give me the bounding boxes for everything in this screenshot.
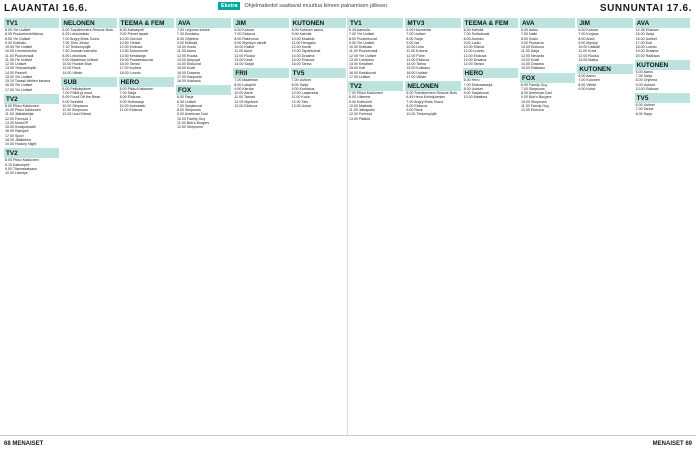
- channel-heading: JIM: [233, 18, 288, 28]
- program-entry: 12.00 Uutiset: [5, 62, 27, 66]
- page-number-left: 68 MENAISET: [4, 441, 44, 447]
- program-entry: 11.00 Elokuva: [119, 108, 143, 112]
- program-entry: 6.45 Hexa Kolmijuomien: [406, 95, 446, 100]
- program-entry: 12.00 Neuvola: [521, 53, 545, 58]
- program-entry: 7.00 Korjaus: [578, 32, 599, 37]
- program-entry: 7.00 Leijonan kuiske: [177, 28, 210, 32]
- program-entry: 16.55 Yle Uutiset: [5, 83, 33, 88]
- program-entry: 13.00 Elokuva: [406, 57, 430, 62]
- program-entry: 7.30 Jossain tulevalla: [62, 49, 97, 54]
- program-entry: 9.00 Laulu: [463, 40, 481, 45]
- program-entry: 10.00 Aarre: [234, 91, 253, 95]
- program-entry: 11.00 Kuva: [578, 49, 597, 54]
- program-entry: 6.00 Hero: [463, 78, 480, 83]
- program-entry: 8.00 Lukupiiri: [234, 82, 256, 87]
- program-entry: 8.00 Kokki: [521, 36, 538, 41]
- day-title-right: SUNNUNTAI 17.6.: [599, 3, 692, 14]
- program-entry: 6.25 Lelukirsikan: [62, 32, 90, 37]
- program-entry: 7.05 Tiimi Jönssi: [62, 40, 89, 45]
- program-entry: 12.00 Kuvat: [291, 45, 311, 49]
- program-entry: 9.00 Myrskyn vahdit: [234, 40, 267, 45]
- program-entry: 10.00 Elokuva: [635, 86, 659, 91]
- channel-heading: HERO: [463, 68, 518, 78]
- program-entry: 6.00 Huomenta: [406, 28, 431, 32]
- listing-column: [348, 16, 403, 436]
- program-entry: 12.00 Ruoka: [578, 53, 599, 58]
- channel-heading: KUTONEN: [635, 60, 690, 70]
- channel-heading: KUTONEN: [291, 18, 346, 28]
- program-entry: 8.00 Pikku Kakkonen: [5, 158, 39, 163]
- program-entry: 18.00 Jääkiekko: [5, 137, 31, 142]
- program-entry: 10.00 Elämä: [463, 45, 484, 49]
- program-entry: 11.00 Luonto: [463, 49, 485, 54]
- program-entry: 11.00 Family Guy: [521, 103, 549, 108]
- listing-column: [405, 16, 460, 436]
- channel-heading: JIM: [577, 18, 632, 28]
- program-entry: 7.30 Ennakko: [177, 32, 199, 37]
- program-entry: 9.00 Kurkistus: [291, 86, 315, 91]
- program-entry: 7.00 Uutiset: [291, 78, 311, 83]
- program-entry: 6.00 Sarja: [177, 95, 194, 100]
- program-entry: 13.00 Kesä: [234, 57, 253, 62]
- listing-column: [463, 16, 518, 436]
- program-entry: 11.00 Jalkapallo: [349, 108, 375, 112]
- program-entry: 11.00 Puoluevaali: [349, 49, 378, 54]
- program-entry: 11.00 Aamu: [177, 49, 196, 54]
- program-entry: 8.00 Aurinko: [463, 36, 484, 41]
- program-entry: 8.00 Sarja: [406, 36, 423, 41]
- program-entry: 7.00 Tarina: [635, 107, 654, 112]
- program-entry: 7.00 Simpsons: [521, 86, 545, 91]
- program-entry: 10.05 Lemmenlohto: [5, 49, 37, 54]
- program-entry: 15.00 Kodit: [177, 66, 196, 71]
- program-entry: 9.00 Myrsky: [578, 40, 598, 45]
- program-entry: 8.00 Simpsons: [177, 108, 201, 112]
- program-entry: 10.00 Pikku Kakkonen: [5, 108, 41, 112]
- program-entry: 13.00 Kodit: [521, 57, 540, 62]
- program-entry: 7.00 Kutonen: [578, 78, 600, 83]
- program-entry: 18.00 Kokkaus: [177, 79, 201, 83]
- program-entry: 13.00 Lohdutus: [349, 57, 374, 62]
- program-entry: 8.00 Foodi Off the Bean: [62, 95, 101, 100]
- program-entry: 9.00 Pienet lapset: [119, 32, 149, 37]
- channel-heading: TV1: [348, 18, 403, 28]
- program-entry: 18.00 Luonto: [635, 45, 657, 49]
- program-entry: 10.00 Simpsons: [62, 103, 89, 108]
- program-entry: 11.00 Hengailu: [291, 40, 316, 45]
- program-entry: 7.00 Angry Birds Toons: [406, 99, 444, 104]
- program-entry: 14.00 Draama: [521, 62, 544, 66]
- program-entry: 11.00 Tarinat: [234, 95, 255, 100]
- program-entry: 9.00 Isä: [406, 40, 420, 45]
- program-entry: 10.00 Elokuva: [521, 45, 544, 49]
- program-entry: 19.00 Hockey Night: [5, 142, 37, 146]
- program-entry: 11.00 Jäätaiteilijat: [5, 112, 34, 117]
- program-entry: 10.00 Rookie Blue: [62, 62, 92, 66]
- program-entry: 6.00 Aamu: [635, 69, 653, 74]
- program-entry: 19.00 Draama: [635, 49, 659, 54]
- program-entry: 8.00 Ohjelma: [177, 36, 199, 41]
- program-entry: 7.00 Angry Birds Toons: [62, 36, 100, 41]
- program-entry: 14.00 Sarjat: [234, 62, 254, 66]
- channel-heading: SUB: [61, 77, 116, 87]
- listing-columns: [4, 16, 692, 436]
- program-entry: 13.50 Dokumentti: [119, 49, 148, 54]
- program-entry: 17.00 Viihde: [406, 74, 427, 79]
- program-entry: 7.00 Sarja: [119, 91, 137, 95]
- channel-heading: TV1: [4, 18, 59, 28]
- program-entry: 9.00 Kiertue: [234, 86, 254, 91]
- program-entry: 12.00 Puhe: [406, 53, 425, 58]
- program-entry: 9.00 Puutarha: [521, 40, 544, 45]
- program-entry: 15.00 Puutarhakuvat: [119, 57, 153, 62]
- program-entry: 17.00 Sport: [5, 133, 24, 138]
- program-entry: 7.00 Soittokuvat: [463, 32, 490, 37]
- program-entry: 14.00 Draama: [291, 53, 315, 58]
- program-entry: 14.00 Tanssi: [463, 62, 484, 66]
- program-entry: 10.00 Matkailu: [349, 103, 373, 108]
- channel-heading: FOX: [176, 85, 231, 95]
- program-entry: 14.00 Elokuvat: [177, 62, 201, 66]
- program-entry: 9.00 Kahvi: [578, 86, 596, 91]
- program-entry: 11.00 Bob's Burgers: [177, 120, 210, 125]
- day-title-left: LAUANTAI 16.6.: [4, 3, 88, 14]
- program-entry: 6.00 Kahvila: [463, 28, 484, 32]
- program-entry: 6.30 Uutiset: [177, 99, 197, 104]
- program-entry: 17.00 Koti: [635, 40, 652, 45]
- program-entry: 10.00 Simpsons: [521, 99, 547, 104]
- program-entry: 9.00 Rock: [406, 108, 423, 112]
- program-entry: 6.00 Aamu: [521, 28, 539, 32]
- program-entry: 10.00 Lähetys: [5, 171, 28, 175]
- program-entry: 6.00 Family Guy: [521, 82, 548, 87]
- program-entry: 9.00 Seinfeld: [62, 99, 84, 104]
- program-entry: 12.00 Uusi Elämä: [62, 112, 91, 117]
- program-entry: 14.00 Tarina: [406, 62, 427, 66]
- program-entry: 12.00 Elokuva: [463, 53, 487, 58]
- program-entry: 12.00 Ruoka: [177, 53, 198, 58]
- program-entry: 6.00 Kotona: [578, 28, 598, 32]
- channel-heading: TV5: [291, 68, 346, 78]
- program-entry: 7.00 Pikku Kakkonen: [349, 91, 383, 95]
- program-entry: 6.00 Transformers Rescue Bots: [62, 28, 113, 32]
- listing-column: [291, 16, 346, 436]
- program-entry: 7.00 Sarjakuvat: [177, 103, 202, 108]
- program-entry: 15.00 Kokkaus: [406, 66, 431, 71]
- program-entry: 9.00 Elämää: [177, 40, 198, 45]
- program-entry: 8.00 Kaksinpeli: [119, 28, 145, 32]
- program-entry: 16.00 Tanssi: [119, 62, 140, 66]
- program-entry: 8.00 Sarja: [291, 82, 309, 87]
- program-entry: 8.55 Yle Uutiset: [5, 36, 31, 41]
- program-entry: 12.00 Simpsons: [177, 125, 203, 129]
- program-entry: 16.00 Riskipeli: [5, 129, 29, 134]
- program-entry: 10.00 Lintu: [406, 45, 425, 49]
- program-entry: 7.00 Sarja: [635, 74, 653, 78]
- channel-heading: AVA: [176, 18, 231, 28]
- listing-column: [577, 16, 632, 436]
- program-entry: 9.00 Maailman Uutiset: [62, 57, 99, 62]
- program-entry: 7.00 Nalle: [521, 32, 538, 37]
- program-entry: 11.00 Kotona: [406, 49, 428, 54]
- program-entry: 11.00 Sarja: [521, 49, 540, 54]
- program-entry: 15.00 Kesäpokaalit: [5, 125, 36, 129]
- program-entry: 9.00 Yle Uutiset: [349, 40, 375, 45]
- channel-heading: TEEMA & FEM: [463, 18, 518, 28]
- program-entry: 12.00 Talo: [291, 99, 309, 104]
- program-entry: 8.00 Uutiset: [463, 86, 483, 91]
- program-entry: 13.00 Päätös: [349, 116, 371, 121]
- program-entry: 8.00 Elokuva: [119, 95, 141, 100]
- channel-heading: FRII: [233, 68, 288, 78]
- channel-heading: TV2: [4, 94, 59, 104]
- program-entry: 10.00 Kotikatu: [349, 45, 372, 49]
- program-entry: 18.00 Luonto: [119, 70, 141, 75]
- channel-heading: KUTONEN: [577, 64, 632, 74]
- channel-heading: MTV3: [405, 18, 460, 28]
- program-entry: 10.00 Kalliot: [234, 45, 255, 49]
- program-entry: 10.00 Family Guy: [177, 116, 206, 121]
- program-entry: 6.00 Pikku Kakkonen: [119, 86, 154, 91]
- program-entry: 10.00 Tiedonsyöjät: [406, 112, 437, 117]
- program-entry: 7.00 Elokuva: [234, 32, 256, 37]
- channel-heading: HERO: [119, 77, 174, 87]
- program-entry: 10.00 Laajennus: [291, 91, 319, 95]
- program-entry: 6.00 Pelikärpänen: [62, 86, 92, 91]
- program-entry: 15.00 Yle Uutiset: [5, 74, 33, 79]
- program-entry: 9.00 American Dad: [177, 112, 208, 117]
- program-entry: 10.00 Yle Uutiset: [5, 45, 33, 49]
- program-entry: 9.00 Hoitosarja: [119, 99, 144, 104]
- channel-heading: TEEMA & FEM: [119, 18, 174, 28]
- program-entry: 13.00 Tapahtumat: [291, 49, 321, 54]
- program-entry: 16.00 Draama: [177, 70, 200, 75]
- program-entry: 6.00 Transformers Rescue Bots: [406, 91, 457, 95]
- program-entry: 13.00 Draama: [463, 57, 487, 62]
- program-entry: 20.00 Rakkaus: [635, 53, 660, 58]
- program-entry: 6.00 Uutiset: [635, 103, 655, 107]
- listing-column: [635, 16, 690, 436]
- program-entry: 7.00 Maailman: [234, 78, 258, 83]
- program-entry: 9.00 Kahvila: [291, 32, 312, 37]
- channel-heading: NELONEN: [405, 81, 460, 91]
- program-entry: 13.00 Ampujat: [177, 57, 200, 62]
- program-entry: 10.00 Koulu: [177, 45, 197, 49]
- program-entry: 7.00 Pöllöt ja muut: [62, 91, 93, 95]
- program-entry: 9.00 Kotikatu: [5, 40, 26, 45]
- program-entry: 16.00 Kesäkuvat: [349, 70, 376, 75]
- program-entry: 7.00 Elokuvasarja: [463, 82, 493, 87]
- program-entry: 17.00 Kaupunki: [177, 74, 202, 79]
- program-entry: 8.00 Kutosen aamu: [291, 28, 323, 32]
- program-entry: 12.00 Elokuva: [119, 45, 143, 49]
- program-entry: 10.50 Yleiset: [119, 40, 141, 45]
- program-entry: 10.00 Musiikki: [291, 36, 315, 41]
- program-entry: 17.00 Uutiset: [349, 74, 371, 79]
- program-entry: 8.05 Puoluehenkilökuva: [5, 32, 44, 37]
- program-entry: 11.05 Yle Uutiset: [5, 57, 33, 62]
- channel-heading: TV2: [4, 148, 59, 158]
- program-entry: 10.00 Ota koti: [119, 36, 143, 41]
- program-entry: 6.45 Aamulla: [349, 28, 370, 32]
- program-entry: 11.00 Puoluevaali: [5, 53, 34, 58]
- program-entry: 13.05 Yleisradiopiiri: [5, 66, 37, 71]
- listing-column: [119, 16, 174, 436]
- program-entry: 13.00 Uusia: [291, 103, 311, 108]
- program-entry: 9.00 Sarjakuvat: [463, 91, 489, 95]
- notice: [218, 2, 389, 10]
- program-entry: 12.00 Rock: [62, 66, 81, 71]
- program-entry: 14.00 Kesäiset: [349, 62, 373, 66]
- program-entry: 15.00 Sarja: [635, 32, 655, 37]
- program-entry: 16.00 Uutiset: [635, 36, 657, 41]
- program-entry: 17.00 Yle Uutiset: [5, 87, 33, 92]
- program-entry: 6.00 Aamu: [578, 74, 596, 78]
- program-entry: 12.00 Formula: [349, 112, 373, 117]
- listing-column: [233, 16, 288, 436]
- program-entry: 13.00 Elokuva: [234, 103, 258, 108]
- program-entry: 9.00 Kotikumit: [349, 99, 372, 104]
- listing-column: [520, 16, 575, 436]
- program-entry: 8.00 Liikenne: [349, 95, 371, 100]
- program-entry: 8.00 Puoluekuvat: [349, 36, 377, 41]
- program-entry: 11.00 Kuva: [291, 95, 310, 100]
- program-entry: 10.00 Maailma: [463, 95, 488, 100]
- program-entry: 8.00 Rakennus: [234, 36, 259, 41]
- program-entry: 6.00 Pikku Kakkonen: [5, 103, 39, 108]
- program-entry: 10.00 Lääkäri: [578, 45, 601, 49]
- program-entry: 8.15 Kaksinpeli: [5, 162, 30, 167]
- program-entry: 16.00 Uutiset: [406, 70, 428, 75]
- listing-column: [176, 16, 231, 436]
- program-entry: 8.00 Viihde: [578, 82, 597, 87]
- program-entry: 14.00 Viihde: [62, 70, 83, 75]
- program-entry: 12.00 Formula 1: [5, 116, 32, 121]
- program-entry: 7.00 Uutiset: [406, 32, 426, 37]
- channel-heading: NELONEN: [61, 18, 116, 28]
- program-entry: 11.00 Autot: [234, 49, 253, 54]
- program-entry: 8.00 Sarja: [635, 111, 653, 116]
- notice-text: Ohjelmatiedot saattavat muuttua kiireen painamisen jälkeen.: [244, 3, 389, 9]
- channel-heading: FOX: [520, 73, 575, 83]
- program-entry: 13.30 MotoGP: [5, 120, 29, 125]
- program-entry: 7.00 Yle Uutiset: [349, 32, 375, 37]
- program-entry: 10.00 Animaatio: [119, 103, 146, 108]
- program-entry: 12.00 Yle Uutiset: [349, 53, 377, 58]
- program-entry: 8.00 Ohjelma: [635, 78, 658, 83]
- program-entry: 15.00 Rakkaus: [521, 66, 545, 71]
- program-entry: 11.00 Simpsons: [62, 108, 88, 112]
- program-entry: 16.00 Tarina: [291, 62, 312, 66]
- program-entry: 14.50 Kesäsarja: [119, 53, 146, 58]
- listing-column: [4, 16, 59, 436]
- program-entry: 8.00 Elokuva: [406, 103, 428, 108]
- channel-heading: AVA: [520, 18, 575, 28]
- program-entry: 8.00 Autot: [578, 36, 595, 41]
- page-number-right: MENAISET 69: [652, 441, 692, 447]
- program-entry: 12.00 Elokuva: [521, 108, 544, 112]
- channel-heading: TV2: [348, 81, 403, 91]
- program-entry: 9.00 Tilannekatsaus: [5, 166, 37, 171]
- program-entry: 12.00 Mysteeri: [234, 99, 258, 104]
- program-entry: 12.00 Ruoka: [234, 53, 255, 58]
- program-entry: 14.35 Elokuva: [635, 28, 659, 32]
- program-entry: 6.00 Kotona: [234, 28, 254, 32]
- program-entry: 17.00 Korkea: [119, 66, 142, 71]
- program-entry: 8.00 American Dad: [521, 91, 552, 95]
- ekstra-badge: Ekstra: [218, 2, 240, 10]
- program-entry: 14.00 Paaveli: [5, 70, 27, 75]
- program-entry: 15.00 Elokuva: [291, 57, 315, 62]
- channel-heading: AVA: [635, 18, 690, 28]
- listing-column: [61, 16, 116, 436]
- program-entry: 9.00 Uutiset: [635, 82, 655, 87]
- program-entry: 8.00 Lelukiduis: [62, 53, 87, 58]
- program-entry: 7.10 Tiedonsyöjät: [62, 45, 91, 49]
- program-entry: 8.00 Yle Uutiset: [5, 28, 31, 32]
- channel-heading: TV5: [635, 93, 690, 103]
- page-footer: [0, 435, 696, 450]
- program-entry: 13.00 Matka: [578, 57, 599, 62]
- program-entry: 15.10 Tanssii tähtien kanssa: [5, 79, 51, 83]
- program-entry: 9.00 Bob's Burgers: [521, 95, 552, 100]
- program-entry: 15.00 Koti: [349, 66, 366, 71]
